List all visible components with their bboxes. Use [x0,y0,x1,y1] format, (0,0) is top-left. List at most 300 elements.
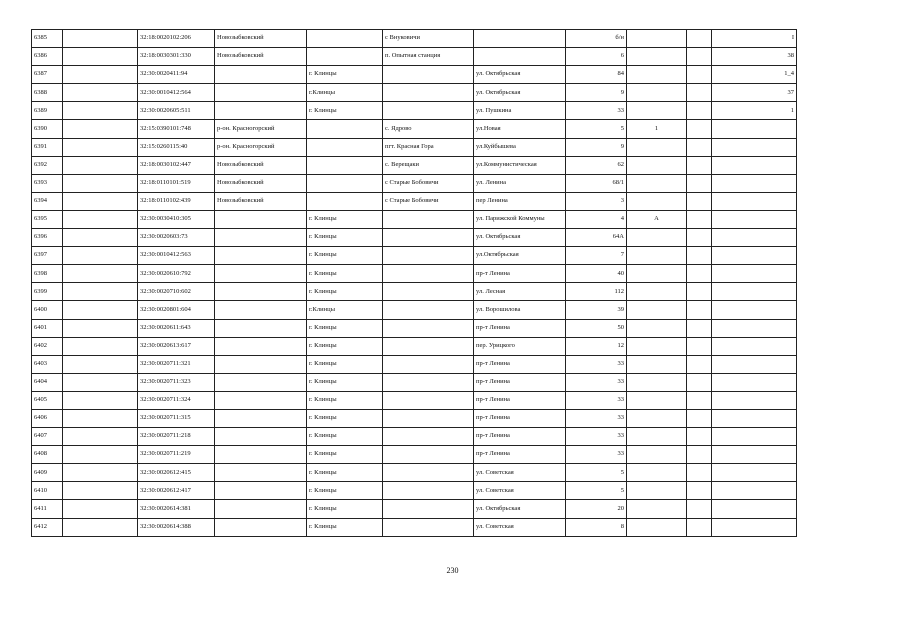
house-number-cell: 40 [566,265,627,283]
blank-cell [63,48,138,66]
house-number-cell: 7 [566,247,627,265]
building-cell [627,283,687,301]
row-number-cell: 6395 [32,210,63,228]
cadastral-number-cell: 32:30:0020614:381 [138,500,215,518]
house-number-cell: 33 [566,102,627,120]
settlement-cell [383,301,474,319]
street-cell: пр-т Ленина [474,391,566,409]
district-cell [215,247,307,265]
apartment-cell: 37 [712,84,797,102]
row-number-cell: 6398 [32,265,63,283]
row-number-cell: 6386 [32,48,63,66]
house-number-cell: б/н [566,30,627,48]
house-number-cell: 33 [566,428,627,446]
row-number-cell: 6391 [32,138,63,156]
house-number-cell: 4 [566,210,627,228]
city-cell: г. Клинцы [307,373,383,391]
register-table [31,29,797,537]
street-cell: пер. Урицкого [474,337,566,355]
table-row [32,138,797,156]
district-cell: р-он. Красногорский [215,120,307,138]
row-number-cell: 6385 [32,30,63,48]
table-row [32,84,797,102]
blank-cell [687,66,712,84]
blank-cell [687,283,712,301]
house-number-cell: 9 [566,84,627,102]
row-number-cell: 6407 [32,428,63,446]
house-number-cell: 5 [566,482,627,500]
apartment-cell [712,247,797,265]
blank-cell [63,120,138,138]
settlement-cell [383,482,474,500]
street-cell: ул. Советская [474,464,566,482]
settlement-cell [383,464,474,482]
table-row [32,229,797,247]
blank-cell [687,48,712,66]
cadastral-number-cell: 32:15:0260115:40 [138,138,215,156]
building-cell [627,409,687,427]
building-cell [627,446,687,464]
apartment-cell [712,138,797,156]
settlement-cell: с. Верещаки [383,156,474,174]
table-row [32,301,797,319]
table-row [32,500,797,518]
row-number-cell: 6411 [32,500,63,518]
blank-cell [63,409,138,427]
building-cell [627,156,687,174]
cadastral-number-cell: 32:18:0030301:330 [138,48,215,66]
building-cell [627,229,687,247]
building-cell [627,500,687,518]
settlement-cell [383,446,474,464]
cadastral-number-cell: 32:30:0020614:388 [138,518,215,536]
city-cell: г. Клинцы [307,247,383,265]
street-cell: ул. Октябрьская [474,84,566,102]
register-rows [32,30,797,537]
apartment-cell [712,409,797,427]
district-cell [215,283,307,301]
building-cell [627,319,687,337]
apartment-cell [712,174,797,192]
cadastral-number-cell: 32:30:0020711:321 [138,355,215,373]
blank-cell [63,138,138,156]
blank-cell [687,30,712,48]
house-number-cell: 62 [566,156,627,174]
cadastral-number-cell: 32:30:0020612:415 [138,464,215,482]
settlement-cell [383,409,474,427]
street-cell: пер Ленина [474,192,566,210]
building-cell [627,355,687,373]
blank-cell [687,156,712,174]
blank-cell [687,192,712,210]
settlement-cell [383,391,474,409]
house-number-cell: 9 [566,138,627,156]
table-row [32,30,797,48]
row-number-cell: 6399 [32,283,63,301]
settlement-cell [383,355,474,373]
blank-cell [687,482,712,500]
apartment-cell [712,229,797,247]
district-cell [215,428,307,446]
cadastral-number-cell: 32:18:0020102:206 [138,30,215,48]
row-number-cell: 6404 [32,373,63,391]
blank-cell [63,192,138,210]
table-row [32,518,797,536]
row-number-cell: 6406 [32,409,63,427]
blank-cell [63,102,138,120]
cadastral-number-cell: 32:15:0390101:748 [138,120,215,138]
blank-cell [63,156,138,174]
blank-cell [63,373,138,391]
building-cell [627,265,687,283]
apartment-cell [712,500,797,518]
house-number-cell: 5 [566,120,627,138]
row-number-cell: 6408 [32,446,63,464]
street-cell: ул. Октябрьская [474,66,566,84]
street-cell: ул.Новая [474,120,566,138]
house-number-cell: 33 [566,355,627,373]
row-number-cell: 6396 [32,229,63,247]
district-cell [215,102,307,120]
settlement-cell [383,518,474,536]
row-number-cell: 6401 [32,319,63,337]
city-cell: г. Клинцы [307,482,383,500]
blank-cell [687,391,712,409]
street-cell: пр-т Ленина [474,446,566,464]
city-cell: г. Клинцы [307,337,383,355]
street-cell: ул. Лесная [474,283,566,301]
city-cell [307,138,383,156]
blank-cell [63,229,138,247]
row-number-cell: 6389 [32,102,63,120]
row-number-cell: 6402 [32,337,63,355]
blank-cell [687,518,712,536]
building-cell [627,174,687,192]
city-cell: г. Клинцы [307,428,383,446]
city-cell: г. Клинцы [307,283,383,301]
street-cell: ул. Советская [474,482,566,500]
blank-cell [63,464,138,482]
apartment-cell [712,518,797,536]
district-cell: р-он. Красногорский [215,138,307,156]
street-cell: пр-т Ленина [474,319,566,337]
street-cell: ул. Октябрьская [474,500,566,518]
district-cell [215,500,307,518]
cadastral-number-cell: 32:30:0020711:315 [138,409,215,427]
street-cell: пр-т Ленина [474,373,566,391]
row-number-cell: 6387 [32,66,63,84]
table-row [32,446,797,464]
house-number-cell: 33 [566,391,627,409]
building-cell [627,102,687,120]
building-cell [627,337,687,355]
blank-cell [63,428,138,446]
table-row [32,373,797,391]
district-cell [215,210,307,228]
blank-cell [63,391,138,409]
table-row [32,409,797,427]
city-cell: г. Клинцы [307,210,383,228]
row-number-cell: 6412 [32,518,63,536]
apartment-cell [712,156,797,174]
settlement-cell [383,210,474,228]
building-cell: А [627,210,687,228]
city-cell [307,192,383,210]
city-cell [307,30,383,48]
blank-cell [687,464,712,482]
city-cell: г. Клинцы [307,229,383,247]
settlement-cell [383,283,474,301]
blank-cell [687,174,712,192]
table-row [32,337,797,355]
blank-cell [687,446,712,464]
table-row [32,156,797,174]
table-row [32,482,797,500]
street-cell: пр-т Ленина [474,265,566,283]
city-cell [307,156,383,174]
district-cell [215,337,307,355]
blank-cell [687,337,712,355]
blank-cell [63,446,138,464]
table-row [32,120,797,138]
building-cell [627,66,687,84]
blank-cell [63,174,138,192]
district-cell: Новозыбковский [215,30,307,48]
city-cell: г.Клинцы [307,301,383,319]
district-cell: Новозыбковский [215,156,307,174]
settlement-cell [383,229,474,247]
apartment-cell [712,319,797,337]
street-cell: ул.Куйбышева [474,138,566,156]
street-cell: ул. Ленина [474,174,566,192]
house-number-cell: 8 [566,518,627,536]
table-row [32,102,797,120]
district-cell: Новозыбковский [215,48,307,66]
settlement-cell [383,428,474,446]
street-cell: ул. Пушкина [474,102,566,120]
blank-cell [687,210,712,228]
house-number-cell: 50 [566,319,627,337]
apartment-cell [712,391,797,409]
table-row [32,283,797,301]
building-cell [627,391,687,409]
apartment-cell [712,482,797,500]
row-number-cell: 6388 [32,84,63,102]
house-number-cell: 5 [566,464,627,482]
house-number-cell: 84 [566,66,627,84]
row-number-cell: 6390 [32,120,63,138]
city-cell [307,174,383,192]
blank-cell [687,265,712,283]
building-cell [627,482,687,500]
table-row [32,66,797,84]
apartment-cell [712,355,797,373]
building-cell [627,30,687,48]
apartment-cell [712,283,797,301]
city-cell: г. Клинцы [307,464,383,482]
street-cell: ул.Коммунистическая [474,156,566,174]
house-number-cell: 112 [566,283,627,301]
cadastral-number-cell: 32:18:0110101:519 [138,174,215,192]
cadastral-number-cell: 32:30:0020611:643 [138,319,215,337]
blank-cell [63,319,138,337]
house-number-cell: 68/1 [566,174,627,192]
building-cell [627,428,687,446]
city-cell: г. Клинцы [307,319,383,337]
row-number-cell: 6397 [32,247,63,265]
settlement-cell: с Старые Бобовичи [383,192,474,210]
building-cell [627,464,687,482]
table-row [32,428,797,446]
district-cell [215,391,307,409]
settlement-cell [383,337,474,355]
blank-cell [63,283,138,301]
district-cell [215,409,307,427]
settlement-cell: пгт. Красная Гора [383,138,474,156]
cadastral-number-cell: 32:30:0030410:305 [138,210,215,228]
apartment-cell [712,192,797,210]
table-row [32,391,797,409]
building-cell [627,373,687,391]
row-number-cell: 6394 [32,192,63,210]
cadastral-number-cell: 32:30:0020603:73 [138,229,215,247]
blank-cell [63,355,138,373]
street-cell: ул. Ворошилова [474,301,566,319]
settlement-cell [383,373,474,391]
house-number-cell: 39 [566,301,627,319]
blank-cell [687,84,712,102]
blank-cell [63,337,138,355]
district-cell [215,301,307,319]
cadastral-number-cell: 32:18:0030102:447 [138,156,215,174]
settlement-cell: п. Опытная станция [383,48,474,66]
cadastral-number-cell: 32:30:0020411:94 [138,66,215,84]
street-cell [474,30,566,48]
city-cell: г. Клинцы [307,500,383,518]
apartment-cell [712,446,797,464]
blank-cell [687,229,712,247]
district-cell [215,84,307,102]
settlement-cell [383,247,474,265]
blank-cell [63,66,138,84]
settlement-cell: с. Ядрово [383,120,474,138]
cadastral-number-cell: 32:30:0010412:563 [138,247,215,265]
blank-cell [687,409,712,427]
cadastral-number-cell: 32:30:0020710:602 [138,283,215,301]
street-cell: ул. Октябрьская [474,229,566,247]
settlement-cell [383,500,474,518]
district-cell [215,229,307,247]
house-number-cell: 33 [566,373,627,391]
blank-cell [63,265,138,283]
apartment-cell [712,120,797,138]
building-cell [627,48,687,66]
cadastral-number-cell: 32:30:0020612:417 [138,482,215,500]
blank-cell [687,247,712,265]
district-cell [215,319,307,337]
district-cell [215,518,307,536]
table-row [32,355,797,373]
blank-cell [63,84,138,102]
table-row [32,319,797,337]
district-cell [215,265,307,283]
apartment-cell: 38 [712,48,797,66]
row-number-cell: 6392 [32,156,63,174]
apartment-cell: 1_4 [712,66,797,84]
house-number-cell: 12 [566,337,627,355]
district-cell [215,66,307,84]
district-cell [215,464,307,482]
settlement-cell: с Внуковичи [383,30,474,48]
apartment-cell [712,428,797,446]
street-cell: ул.Октябрьская [474,247,566,265]
city-cell: г. Клинцы [307,391,383,409]
blank-cell [687,120,712,138]
building-cell [627,138,687,156]
blank-cell [687,319,712,337]
table-row [32,210,797,228]
row-number-cell: 6403 [32,355,63,373]
apartment-cell [712,210,797,228]
settlement-cell [383,319,474,337]
district-cell: Новозыбковский [215,174,307,192]
house-number-cell: 64А [566,229,627,247]
building-cell [627,247,687,265]
settlement-cell [383,84,474,102]
cadastral-number-cell: 32:30:0020605:511 [138,102,215,120]
street-cell: ул. Парижской Коммуны [474,210,566,228]
blank-cell [687,355,712,373]
house-number-cell: 33 [566,409,627,427]
house-number-cell: 33 [566,446,627,464]
blank-cell [63,30,138,48]
table-row [32,48,797,66]
street-cell: пр-т Ленина [474,355,566,373]
cadastral-number-cell: 32:30:0020711:218 [138,428,215,446]
cadastral-number-cell: 32:30:0020613:617 [138,337,215,355]
row-number-cell: 6410 [32,482,63,500]
cadastral-number-cell: 32:18:0110102:439 [138,192,215,210]
table-row [32,192,797,210]
blank-cell [687,138,712,156]
cadastral-number-cell: 32:30:0020610:792 [138,265,215,283]
building-cell [627,192,687,210]
blank-cell [63,500,138,518]
city-cell: г. Клинцы [307,409,383,427]
city-cell: г. Клинцы [307,446,383,464]
city-cell: г.Клинцы [307,84,383,102]
blank-cell [687,373,712,391]
house-number-cell: 3 [566,192,627,210]
cadastral-number-cell: 32:30:0020711:323 [138,373,215,391]
blank-cell [63,518,138,536]
street-cell: пр-т Ленина [474,409,566,427]
blank-cell [63,301,138,319]
district-cell [215,373,307,391]
city-cell: г. Клинцы [307,518,383,536]
apartment-cell [712,464,797,482]
page-number: 230 [446,566,459,575]
building-cell [627,84,687,102]
street-cell: пр-т Ленина [474,428,566,446]
district-cell [215,446,307,464]
district-cell [215,482,307,500]
blank-cell [687,301,712,319]
city-cell: г. Клинцы [307,355,383,373]
apartment-cell [712,337,797,355]
settlement-cell [383,66,474,84]
building-cell [627,301,687,319]
